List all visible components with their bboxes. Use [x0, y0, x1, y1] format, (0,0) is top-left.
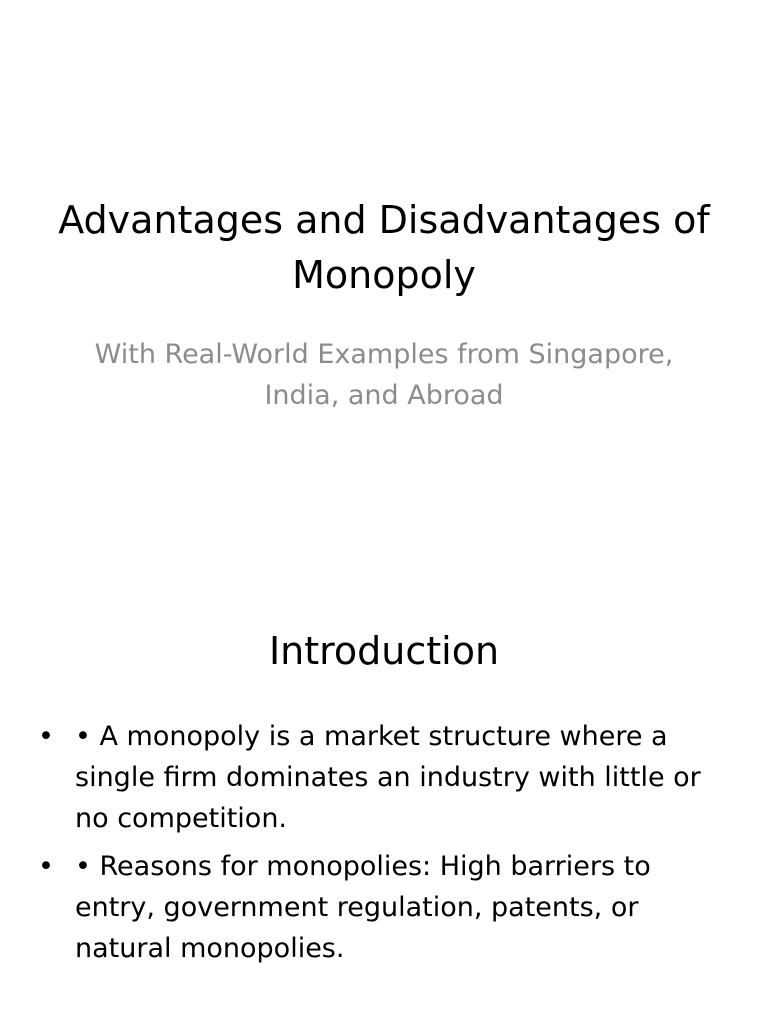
bullet-list [38, 716, 728, 976]
bullet-marker: • [38, 721, 54, 752]
bullet-marker: • [38, 851, 54, 882]
slide-subtitle: With Real-World Examples from Singapore, India, and Abroad [94, 339, 674, 411]
bullet-text: • A monopoly is a market structure where a single firm dominates an industry with little or no competition. [75, 721, 701, 834]
bullet-text: • Reasons for monopolies: High barriers to entry, government regulation, patents, or natural monopolies. [75, 851, 651, 964]
introduction-slide [0, 576, 768, 1024]
bullet-item [38, 716, 728, 839]
bullet-item [38, 846, 728, 969]
slide-title: Advantages and Disadvantages of Monopoly [58, 198, 710, 297]
slide-heading: Introduction [268, 629, 500, 673]
